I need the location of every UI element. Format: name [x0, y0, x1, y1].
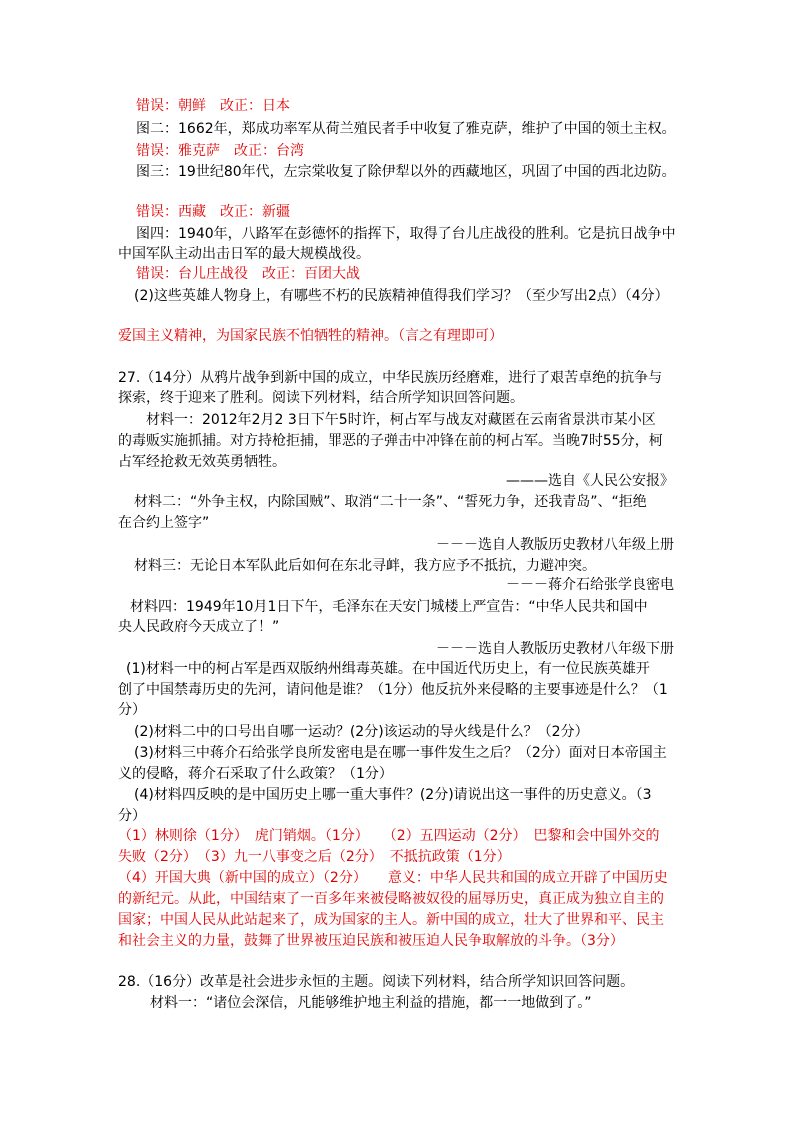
q27-subquestion-3-line1: (3)材料三中蒋介石给张学良所发密电是在哪一事件发生之后？（2分）面对日本帝国主	[134, 745, 667, 761]
q27-subquestion-1-line3: 分）	[118, 702, 146, 718]
material-1-line2: 的毒贩实施抓捕。对方持枪拒捕，罪恶的子弹击中冲锋在前的柯占军。当晚7时55分，柯	[118, 433, 663, 449]
material-1-line3: 占军经抢救无效英勇牺牲。	[118, 454, 286, 470]
figure-4-text-line2: 中国军队主动出击日军的最大规模战役。	[118, 246, 370, 262]
q27-answer-1-line1: （1）林则徐（1分） 虎门销烟。（1分） （2）五四运动（2分） 巴黎和会中国外交的	[118, 828, 660, 844]
material-4-line2: 央人民政府今天成立了！”	[118, 619, 280, 635]
figure-3-text: 图三：19世纪80年代，左宗棠收复了除伊犁以外的西藏地区，巩固了中国的西北边防。	[136, 164, 676, 180]
error-correction-1: 错误：朝鲜 改正：日本	[136, 98, 290, 114]
error-correction-4: 错误：台儿庄战役 改正：百团大战	[136, 266, 360, 282]
q27-subquestion-2: (2)材料二中的口号出自哪一运动？(2分)该运动的导火线是什么？（2分）	[134, 724, 589, 740]
figure-4-text-line1: 图四：1940年，八路军在彭德怀的指挥下，取得了台儿庄战役的胜利。它是抗日战争中	[136, 226, 676, 242]
q27-answer-1-line2: 失败（2分） （3）九一八事变之后（2分） 不抵抗政策（1分）	[118, 849, 511, 865]
material-2-source: －－－选自人教版历史教材八年级上册	[436, 537, 674, 553]
q27-subquestion-3-line2: 义的侵略，蒋介石采取了什么政策？（1分）	[118, 766, 393, 782]
q27-intro-line1: 27.（14分）从鸦片战争到新中国的成立，中华民族历经磨难，进行了艰苦卓绝的抗争与	[118, 370, 663, 386]
q27-answer-4-line3: 国家；中国人民从此站起来了，成为国家的主人。新中国的成立，壮大了世界和平、民主	[118, 912, 664, 928]
material-4-source: －－－选自人教版历史教材八年级下册	[436, 641, 674, 657]
q26-subquestion-2: (2)这些英雄人物身上，有哪些不朽的民族精神值得我们学习？（至少写出2点）（4分）	[134, 288, 669, 304]
q27-subquestion-4-line1: (4)材料四反映的是中国历史上哪一重大事件？(2分)请说出这一事件的历史意义。（3	[134, 787, 652, 803]
q28-material-1: 材料一：“诸位会深信，凡能够维护地主利益的措施，都一一地做到了。”	[150, 995, 592, 1011]
q28-intro: 28.（16分）改革是社会进步永恒的主题。阅读下列材料，结合所学知识回答问题。	[118, 974, 635, 990]
q27-answer-4-line1: （4）开国大典（新中国的成立）（2分） 意义：中华人民共和国的成立开辟了中国历史	[118, 870, 668, 886]
q27-answer-4-line2: 的新纪元。从此，中国结束了一百多年来被侵略被奴役的屈辱历史，真正成为独立自主的	[118, 891, 664, 907]
material-2-line2: 在合约上签字”	[118, 515, 210, 531]
error-correction-3: 错误：西藏 改正：新疆	[136, 204, 290, 220]
error-correction-2: 错误：雅克萨 改正：台湾	[136, 143, 304, 159]
q27-subquestion-1-line2: 创了中国禁毒历史的先河，请问他是谁？（1分）他反抗外来侵略的主要事迹是什么？（1	[118, 682, 668, 698]
material-2-line1: 材料二：“外争主权，内除国贼”、取消“二十一条”、“誓死力争，还我青岛”、“拒绝	[134, 494, 647, 510]
material-3-source: －－－蒋介石给张学良密电	[506, 577, 674, 593]
q27-answer-4-line4: 和社会主义的力量，鼓舞了世界被压迫民族和被压迫人民争取解放的斗争。（3分）	[118, 933, 624, 949]
material-1-source: ———选自《人民公安报》	[506, 473, 674, 489]
q27-subquestion-1-line1: (1)材料一中的柯占军是西双版纳州缉毒英雄。在中国近代历史上，有一位民族英雄开	[126, 661, 650, 677]
q26-answer: 爱国主义精神，为国家民族不怕牺牲的精神。（言之有理即可）	[118, 328, 503, 344]
material-4-line1: 材料四：1949年10月1日下午，毛泽东在天安门城楼上严宣告：“中华人民共和国中	[130, 599, 648, 615]
material-3-line1: 材料三：无论日本军队此后如何在东北寻衅，我方应予不抵抗，力避冲突。	[134, 558, 596, 574]
q27-subquestion-4-line2: 分）	[118, 808, 146, 824]
material-1-line1: 材料一：2012年2月2 3日下午5时许，柯占军与战友对藏匿在云南省景洪市某小区	[146, 412, 656, 428]
q27-intro-line2: 探索，终于迎来了胜利。阅读下列材料，结合所学知识回答问题。	[118, 390, 524, 406]
figure-2-text: 图二：1662年，郑成功率军从荷兰殖民者手中收复了雅克萨，维护了中国的领土主权。	[136, 121, 676, 137]
